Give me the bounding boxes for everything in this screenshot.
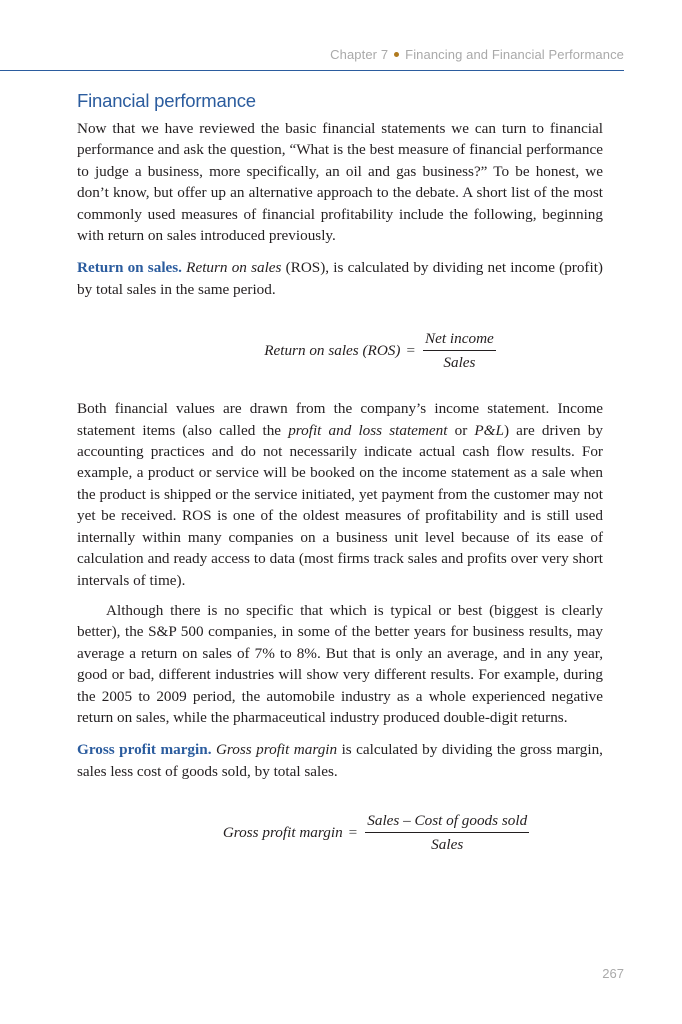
header-rule bbox=[0, 70, 624, 71]
ros-formula-equals: = bbox=[406, 342, 416, 360]
page-body bbox=[77, 90, 603, 854]
ros-definition bbox=[77, 257, 603, 300]
running-head bbox=[330, 47, 624, 62]
gpm-formula-fraction bbox=[365, 812, 529, 854]
page-number: 267 bbox=[602, 966, 624, 981]
gpm-lead: Gross profit margin. bbox=[77, 741, 212, 759]
gpm-term: Gross profit margin bbox=[215, 741, 338, 759]
gpm-formula-lhs: Gross profit margin bbox=[222, 824, 343, 842]
ros-formula-numerator: Net income bbox=[423, 330, 496, 351]
ros-term: Return on sales bbox=[186, 259, 282, 277]
ros-formula-lhs: Return on sales (ROS) bbox=[264, 342, 401, 360]
gpm-formula bbox=[77, 812, 603, 854]
ros-definition-text: (ROS), is calculated by dividing net income (profit) by total sales in the same period. bbox=[77, 259, 603, 298]
ros-para1-text-b: or bbox=[447, 421, 475, 439]
bullet-dot-icon bbox=[394, 52, 399, 57]
ros-lead: Return on sales. bbox=[77, 259, 182, 277]
ros-formula-fraction bbox=[423, 330, 496, 372]
section-heading: Financial performance bbox=[77, 90, 256, 111]
gpm-formula-numerator: Sales – Cost of goods sold bbox=[365, 812, 529, 833]
gpm-definition bbox=[77, 739, 603, 782]
gpm-formula-equals: = bbox=[348, 824, 358, 842]
gpm-formula-denominator: Sales bbox=[431, 836, 464, 854]
ros-para1-text-c: ) are driven by accounting practices and do not necessarily indicate actual cash flow results. For example, a product or service will be booked on the income statement as a sale when the product is shipped or the service initiated, yet payment from the customer may not yet be received. ROS is one of the oldest measures of profitability and is still used internally within many companies on a business unit level because of its ease of calculation and ready access to data (most firms track sales and profits over very short intervals of time). bbox=[77, 421, 603, 589]
ros-paragraph-2: Although there is no specific that which is typical or best (biggest is clearly better), the S&P 500 companies, in some of the better years for business results, may average a return on sales of 7% to 8%. But that is only an average, and in any year, good or bad, different industries will show very different results. For example, during the 2005 to 2009 period, the automobile industry as a whole experienced negative return on sales, while the pharmaceutical industry produced double-digit returns. bbox=[77, 601, 603, 726]
intro-paragraph: Now that we have reviewed the basic financial statements we can turn to financial performance and ask the question, “What is the best measure of financial performance to judge a business, more specifically, an oil and gas business?” To be honest, we don’t know, but offer up an alternative approach to the debate. A short list of the most commonly used measures of financial profitability include the following, beginning with return on sales introduced previously. bbox=[77, 120, 603, 245]
chapter-title: Financing and Financial Performance bbox=[405, 47, 624, 62]
ros-para1-term-pl: P&L bbox=[474, 421, 504, 439]
gpm-definition-text: is calculated by dividing the gross margin, sales less cost of goods sold, by total sales. bbox=[77, 741, 603, 780]
ros-paragraph-1 bbox=[77, 398, 603, 591]
ros-formula-denominator: Sales bbox=[443, 354, 476, 372]
ros-formula bbox=[77, 330, 603, 372]
ros-para1-term-pl-statement: profit and loss statement bbox=[288, 421, 448, 439]
chapter-label: Chapter 7 bbox=[330, 47, 389, 62]
ros-para1-text-a: Both financial values are drawn from the company’s income statement. Income statement items (also called the bbox=[77, 400, 603, 439]
